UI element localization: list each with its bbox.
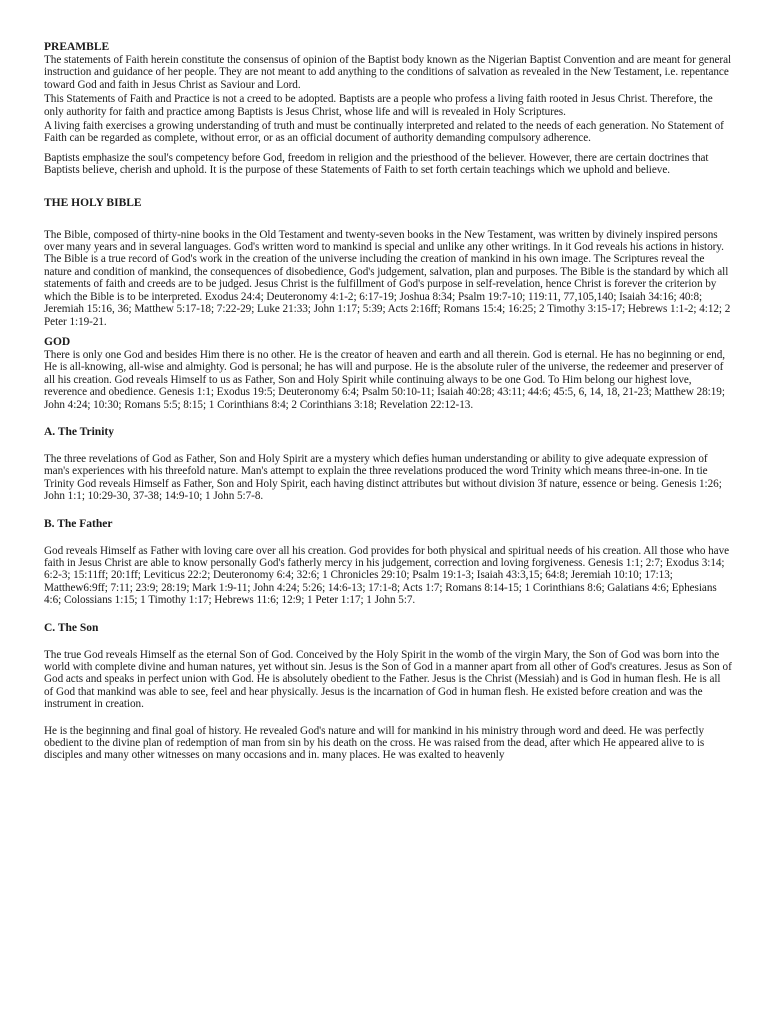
preamble-paragraph-2: This Statements of Faith and Practice is not a creed to be adopted. Baptists are a people who profess a living faith rooted in Jesus Christ. Therefore, the only authority for faith and practice among Baptists is Jesus Christ, whose life and will is revealed in Holy Scriptures.: [44, 93, 713, 118]
son-paragraph-2: He is the beginning and final goal of history. He revealed God's nature and will for mankind in his ministry through word and deed. He was perfectly obedient to the divine plan of redemption of man from sin by his death on the cross. He was raised from the dead, after which He appeared alive to is disciples and many other witnesses on many occasions and in. many places. He was exalted to heavenly: [44, 724, 705, 762]
preamble-paragraph-4: Baptists emphasize the soul's competency before God, freedom in religion and the priesthood of the believer. However, there are certain doctrines that Baptists believe, cherish and uphold. It is the purpose of these Statements of Faith to set forth certain teachings which we uphold and believe.: [44, 151, 709, 177]
preamble-paragraph-1: The statements of Faith herein constitute the consensus of opinion of the Baptist body known as the Nigerian Baptist Convention and are meant for general instruction and guidance of her people. They are not meant to add anything to the conditions of salvation as revealed in the New Testament, i.e. repentance toward God and faith in Jesus Christ as Saviour and Lord.: [44, 54, 732, 91]
trinity-paragraph: The three revelations of God as Father, Son and Holy Spirit are a mystery which defies human understanding or ability to give adequate expression of man's experiences with his threefold nature. Man's attempt to explain the three revelations produced the word Trinity which means three-in-one. In tie Trinity God reveals Himself as Father, Son and Holy Spirit, each having distinct attributes but without division 3f nature, essence or being. Genesis 1:26; John 1:1; 10:29-30, 37-38; 14:9-10; 1 John 5:7-8.: [44, 452, 722, 503]
god-paragraph: There is only one God and besides Him there is no other. He is the creator of heaven and earth and all therein. God is eternal. He has no beginning or end, He is all-knowing, all-wise and almighty. God is personal; he has will and purpose. He is the absolute ruler of the universe, the redeemer and preserver of all his creation. God reveals Himself to us as Father, Son and Holy Spirit while continuing always to be one God. To Him belong our highest love, reverence and obedience. Genesis 1:1; Exodus 19:5; Deuteronomy 6:4; Psalm 50:10-11; Isaiah 40:28; 43:11; 44:6; 45:5, 6, 14, 18, 21-23; Matthew 28:19; John 4:24; 10:30; Romans 5:5; 8:15; 1 Corinthians 8:4; 2 Corinthians 3:18; Revelation 22:12-13.: [44, 348, 726, 411]
trinity-heading: A. The Trinity: [44, 425, 114, 438]
son-heading: C. The Son: [44, 621, 99, 634]
holy-bible-paragraph: The Bible, composed of thirty-nine books in the Old Testament and twenty-seven books in the New Testament, was written by divinely inspired persons over many years and in several languages. God's written word to mankind is special and unlike any other writings. In it God reveals his actions in history. The Bible is a true record of God's work in the creation of the universe including the creation of mankind in his own image. The Scriptures reveal the nature and condition of mankind, the consequences of disobedience, God's judgement, salvation, plan and purposes. The Bible is the standard by which all statements of faith and creeds are to be judged. Jesus Christ is the fulfillment of God's purpose in self-revelation, hence Christ is forever the criterion by which the Bible is to be interpreted. Exodus 24:4; Deuteronomy 4:1-2; 6:17-19; Joshua 8:34; Psalm 19:7-10; 119:11, 77,105,140; Isaiah 34:16; 40:8; Jeremiah 15:16, 36; Matthew 5:17-18; 7:22-29; Luke 21:33; John 1:17; 5:39; Acts 2:16ff; Romans 15:4; 16:25; 2 Timothy 3:15-17; Hebrews 1:1-2; 4:12; 2 Peter 1:19-21.: [44, 228, 731, 328]
holy-bible-heading: THE HOLY BIBLE: [44, 196, 142, 209]
father-heading: B. The Father: [44, 517, 113, 530]
preamble-heading: PREAMBLE: [44, 41, 110, 53]
document-page: [44, 40, 732, 762]
father-paragraph: God reveals Himself as Father with loving care over all his creation. God provides for both physical and spiritual needs of his creation. All those who have faith in Jesus Christ are able to know personally God's fatherly mercy in his judgement, correction and loving forgiveness. Genesis 1:1; 2:7; Exodus 3:14; 6:2-3; 15:11ff; 20:1ff; Leviticus 22:2; Deuteronomy 6:4; 32:6; 1 Chronicles 29:10; Psalm 19:1-3; Isaiah 43:3,15; 64:8; Jeremiah 10:10; 17:13; Matthew6:9ff; 7:11; 23:9; 28:19; Mark 1:9-11; John 4:24; 5:26; 14:6-13; 17:1-8; Acts 1:7; Romans 8:14-15; 1 Corinthians 8:6; Galatians 4:6; Ephesians 4:6; Colossians 1:15; 1 Timothy 1:17; Hebrews 11:6; 12:9; 1 Peter 1:17; 1 John 5:7.: [44, 544, 730, 607]
son-paragraph-1: The true God reveals Himself as the eternal Son of God. Conceived by the Holy Spirit in the womb of the virgin Mary, the Son of God was born into the world with complete divine and human natures, yet without sin. Jesus is the Son of God in a manner apart from all other of God's creatures. Jesus as Son of God acts and speaks in perfect union with God. He is absolutely obedient to the Father. Jesus is the Christ (Messiah) and is God in human flesh. He is all of God that mankind was able to see, feel and hear physically. Jesus is the incarnation of God in human flesh. He existed before creation and was the instrument in creation.: [44, 648, 732, 711]
god-heading: GOD: [44, 335, 71, 348]
preamble-paragraph-3: A living faith exercises a growing understanding of truth and must be continually interpreted and related to the needs of each generation. No Statement of Faith can be regarded as complete, without error, or as an official document of authority demanding compulsory adherence.: [44, 120, 724, 145]
